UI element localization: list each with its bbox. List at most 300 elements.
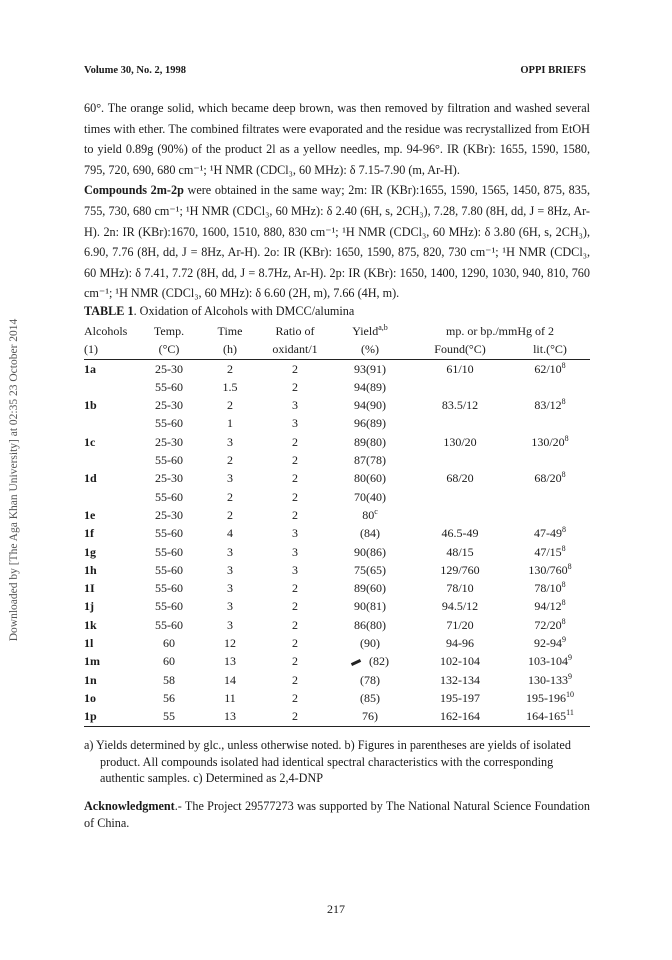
cell-yield	[330, 671, 410, 689]
header-yield-sup: a,b	[378, 323, 388, 332]
cell-alcohol-value: 1m	[84, 654, 100, 669]
cell-time-value: 1	[227, 416, 233, 431]
cell-found	[410, 378, 510, 396]
cell-yield	[330, 488, 410, 506]
cell-lit-value: 130/760	[528, 562, 568, 577]
cell-temp-value: 25-30	[155, 507, 183, 522]
cell-ratio-value: 3	[292, 416, 298, 431]
cell-yield	[330, 616, 410, 634]
cell-lit-value: 78/10	[534, 581, 562, 596]
cell-yield	[330, 543, 410, 561]
table-row	[84, 671, 590, 689]
cell-lit	[510, 414, 590, 432]
table-row	[84, 414, 590, 432]
cell-ratio	[260, 561, 330, 579]
cell-lit-value: 130/20	[531, 434, 565, 449]
cell-lit	[510, 689, 590, 707]
cell-ratio-value: 2	[292, 507, 298, 522]
table-row	[84, 524, 590, 542]
table-row	[84, 634, 590, 652]
cell-lit	[510, 524, 590, 542]
cell-lit-value: 83/12	[534, 398, 562, 413]
cell-lit	[510, 543, 590, 561]
header-ratio-sub: oxidant/1	[260, 340, 330, 359]
cell-temp-value: 55-60	[155, 526, 183, 541]
cell-time-value: 3	[227, 562, 233, 577]
reference-sup: 9	[568, 653, 572, 663]
cell-alcohol	[84, 359, 138, 378]
cell-temp	[138, 707, 200, 726]
cell-ratio-value: 2	[292, 599, 298, 614]
reference-sup: 8	[561, 598, 566, 608]
cell-found	[410, 561, 510, 579]
cell-yield-value: (78)	[360, 672, 380, 687]
cell-time	[200, 433, 260, 451]
cell-temp	[138, 488, 200, 506]
cell-temp-value: 25-30	[155, 361, 183, 376]
cell-alcohol-value: 1p	[84, 709, 97, 724]
header-yield-label: Yield	[352, 324, 379, 338]
cell-alcohol	[84, 469, 138, 487]
cell-lit	[510, 561, 590, 579]
cell-ratio	[260, 579, 330, 597]
cell-found	[410, 689, 510, 707]
cell-time-value: 13	[224, 654, 236, 669]
cell-lit	[510, 506, 590, 524]
cell-temp	[138, 433, 200, 451]
cell-yield	[330, 396, 410, 414]
cell-found	[410, 634, 510, 652]
cell-temp	[138, 671, 200, 689]
cell-time	[200, 506, 260, 524]
cell-yield-value: 80(60)	[354, 471, 386, 486]
cell-yield-value: 70(40)	[354, 489, 386, 504]
acknowledgment	[84, 798, 590, 831]
table-body	[84, 359, 590, 726]
cell-alcohol-value: 1o	[84, 690, 96, 705]
cell-found	[410, 597, 510, 615]
cell-time-value: 2	[227, 507, 233, 522]
cell-yield-value: 89(60)	[354, 581, 386, 596]
cell-found	[410, 506, 510, 524]
cell-yield	[330, 433, 410, 451]
header-temp-unit: (°C)	[138, 340, 200, 359]
cell-time-value: 2	[227, 361, 233, 376]
journal-volume: Volume 30, No. 2, 1998	[84, 65, 186, 76]
cell-found	[410, 451, 510, 469]
cell-ratio-value: 2	[292, 379, 298, 394]
cell-alcohol	[84, 634, 138, 652]
cell-time-value: 2	[227, 453, 233, 468]
cell-lit-value: 164-165	[526, 709, 567, 724]
paragraph-2-text: were obtained in the same way; 2m: IR (KBr):1655, 1590, 1565, 1450, 875, 835, 755, 730, 680 cm⁻¹; ¹H NMR (CDCl₃, 60 MHz): δ 2.40 (6H, s, 2CH₃), 7.28, 7.80 (8H, dd, J = 8Hz, Ar-H). 2n: IR (KBr):1670, 1600, 1510, 880, 830 cm⁻¹; ¹H NMR (CDCl₃, 60 MHz): δ 3.80 (6H, s, 2CH₃), 6.90, 7.76 (8H, dd, J = 8Hz, Ar-H). 2o: IR (KBr): 1650, 1590, 875, 820, 730 cm⁻¹; ¹H NMR (CDCl₃, 60 MHz): δ 7.41, 7.72 (8H, dd, J = 8.7Hz, Ar-H). 2p: IR (KBr): 1650, 1400, 1290, 1030, 940, 810, 760 cm⁻¹; ¹H NMR (CDCl₃, 60 MHz): δ 6.60 (2H, m), 7.66 (4H, m).	[84, 183, 590, 301]
cell-yield	[330, 689, 410, 707]
cell-alcohol	[84, 652, 138, 670]
cell-ratio-value: 2	[292, 489, 298, 504]
table-row	[84, 506, 590, 524]
cell-lit-value: 195-196	[526, 690, 566, 705]
cell-time-value: 3	[227, 617, 233, 632]
header-ratio: Ratio of	[275, 324, 315, 338]
cell-temp-value: 25-30	[155, 471, 183, 486]
cell-alcohol	[84, 433, 138, 451]
cell-temp	[138, 506, 200, 524]
table-row	[84, 451, 590, 469]
cell-found-value: 78/10	[446, 581, 474, 596]
cell-temp-value: 55-60	[155, 617, 183, 632]
cell-ratio-value: 2	[292, 690, 298, 705]
cell-lit-value: 94/12	[534, 599, 562, 614]
cell-alcohol	[84, 597, 138, 615]
cell-alcohol	[84, 414, 138, 432]
reference-sup: 10	[566, 689, 574, 699]
cell-found	[410, 707, 510, 726]
cell-found	[410, 469, 510, 487]
cell-ratio-value: 2	[292, 636, 298, 651]
cell-time	[200, 634, 260, 652]
cell-time	[200, 652, 260, 670]
pen-mark-icon	[351, 659, 361, 666]
cell-temp-value: 55-60	[155, 489, 183, 504]
cell-found-value: 71/20	[446, 617, 474, 632]
cell-alcohol-value: 1d	[84, 471, 97, 486]
cell-time-value: 13	[224, 709, 236, 724]
cell-ratio-value: 3	[292, 544, 298, 559]
cell-time	[200, 689, 260, 707]
cell-ratio-value: 2	[292, 453, 298, 468]
cell-ratio	[260, 359, 330, 378]
table-row	[84, 597, 590, 615]
table-header-row-1	[84, 322, 590, 340]
cell-alcohol-value: 1n	[84, 672, 97, 687]
cell-ratio	[260, 543, 330, 561]
cell-time-value: 1.5	[222, 379, 238, 394]
cell-alcohol	[84, 616, 138, 634]
reference-sup: 8	[561, 397, 566, 407]
cell-yield	[330, 707, 410, 726]
cell-alcohol-value: 1h	[84, 562, 97, 577]
cell-lit-value: 72/20	[534, 617, 562, 632]
cell-yield-value: 89(80)	[354, 434, 386, 449]
cell-found-value: 83.5/12	[441, 398, 479, 413]
cell-temp-value: 55-60	[155, 562, 183, 577]
cell-yield-value: 90(81)	[354, 599, 386, 614]
cell-temp-value: 60	[163, 654, 175, 669]
cell-temp-value: 55-60	[155, 599, 183, 614]
cell-yield-value: 90(86)	[354, 544, 386, 559]
table-caption-text: . Oxidation of Alcohols with DMCC/alumina	[133, 304, 355, 318]
cell-time	[200, 707, 260, 726]
cell-found	[410, 414, 510, 432]
cell-ratio-value: 2	[292, 654, 298, 669]
cell-found	[410, 543, 510, 561]
table-caption	[84, 304, 354, 319]
cell-yield-value: 75(65)	[354, 562, 386, 577]
download-watermark-text: Downloaded by [The Aga Khan University] at 02:35 23 October 2014	[8, 318, 20, 642]
table-row	[84, 707, 590, 726]
cell-found-value: 68/20	[446, 471, 474, 486]
cell-temp	[138, 652, 200, 670]
cell-time-value: 2	[227, 489, 233, 504]
cell-ratio	[260, 634, 330, 652]
cell-lit	[510, 359, 590, 378]
cell-temp	[138, 396, 200, 414]
cell-yield-value: 87(78)	[354, 453, 386, 468]
cell-lit	[510, 616, 590, 634]
cell-time	[200, 378, 260, 396]
table-row	[84, 616, 590, 634]
header-alcohols: Alcohols	[84, 324, 128, 338]
cell-temp	[138, 579, 200, 597]
cell-yield	[330, 597, 410, 615]
header-time-unit: (h)	[200, 340, 260, 359]
reference-sup: 8	[561, 580, 566, 590]
paragraph-2-lead: Compounds 2m-2p	[84, 183, 184, 198]
cell-yield-value: 76)	[362, 709, 378, 724]
cell-temp-value: 60	[163, 636, 175, 651]
cell-found	[410, 671, 510, 689]
cell-ratio-value: 2	[292, 361, 298, 376]
cell-temp-value: 55-60	[155, 581, 183, 596]
cell-time	[200, 414, 260, 432]
table-row	[84, 579, 590, 597]
reference-sup: 8	[561, 616, 566, 626]
cell-temp-value: 55-60	[155, 453, 183, 468]
cell-lit	[510, 652, 590, 670]
cell-found	[410, 652, 510, 670]
header-alcohols-sub: (1)	[84, 340, 138, 359]
cell-found-value: 94.5/12	[441, 599, 479, 614]
cell-lit-value: 103-104	[528, 654, 568, 669]
cell-ratio	[260, 597, 330, 615]
page-number: 217	[327, 902, 345, 916]
cell-lit	[510, 579, 590, 597]
cell-lit	[510, 671, 590, 689]
header-mp: mp. or bp./mmHg of 2	[446, 324, 554, 338]
cell-yield	[330, 634, 410, 652]
cell-found	[410, 433, 510, 451]
table-row	[84, 359, 590, 378]
reference-sup: 8	[561, 543, 566, 553]
cell-time	[200, 359, 260, 378]
footnote-text: a) Yields determined by glc., unless otherwise noted. b) Figures in parentheses are yields of isolated product. All compounds isolated had identical spectral characteristics with the corresponding authentic samples. c) Determined as 2,4-DNP	[84, 738, 571, 785]
table-footnote	[84, 737, 590, 787]
cell-temp	[138, 634, 200, 652]
cell-lit-value: 92-94	[534, 636, 562, 651]
cell-time	[200, 451, 260, 469]
cell-alcohol-value: 1k	[84, 617, 97, 632]
cell-ratio-value: 2	[292, 434, 298, 449]
header-lit: lit.(°C)	[510, 340, 590, 359]
cell-lit	[510, 707, 590, 726]
cell-temp	[138, 469, 200, 487]
cell-alcohol-value: 1b	[84, 398, 97, 413]
cell-ratio	[260, 616, 330, 634]
table-row	[84, 561, 590, 579]
cell-lit	[510, 396, 590, 414]
table-row	[84, 396, 590, 414]
cell-yield	[330, 414, 410, 432]
cell-temp-value: 25-30	[155, 434, 183, 449]
cell-lit	[510, 469, 590, 487]
cell-temp-value: 56	[163, 690, 175, 705]
cell-temp-value: 55-60	[155, 416, 183, 431]
cell-lit	[510, 433, 590, 451]
table-row	[84, 543, 590, 561]
cell-alcohol-value: 1f	[84, 526, 94, 541]
cell-ratio-value: 2	[292, 709, 298, 724]
cell-lit-value: 47-49	[534, 526, 562, 541]
table-caption-label: TABLE 1	[84, 304, 134, 318]
cell-yield	[330, 579, 410, 597]
cell-alcohol-value: 1j	[84, 599, 94, 614]
cell-yield-value: (85)	[360, 690, 380, 705]
cell-time	[200, 671, 260, 689]
cell-yield	[330, 378, 410, 396]
cell-time-value: 14	[224, 672, 236, 687]
header-yield	[330, 322, 410, 340]
cell-found	[410, 488, 510, 506]
cell-time-value: 3	[227, 434, 233, 449]
cell-found-value: 132-134	[440, 672, 480, 687]
cell-found-value: 130/20	[443, 434, 477, 449]
cell-ratio-value: 2	[292, 617, 298, 632]
header-temp: Temp.	[153, 324, 185, 338]
table-row	[84, 469, 590, 487]
reference-sup: 9	[562, 635, 566, 645]
cell-alcohol	[84, 579, 138, 597]
cell-ratio	[260, 488, 330, 506]
cell-temp	[138, 689, 200, 707]
cell-yield-value: (84)	[360, 526, 380, 541]
cell-lit	[510, 378, 590, 396]
oxidation-table	[84, 322, 590, 727]
reference-sup: 9	[568, 671, 572, 681]
acknowledgment-lead: Acknowledgment	[84, 799, 175, 813]
cell-time-value: 3	[227, 581, 233, 596]
cell-time-value: 3	[227, 544, 233, 559]
cell-ratio	[260, 652, 330, 670]
cell-ratio	[260, 689, 330, 707]
cell-found	[410, 579, 510, 597]
reference-sup: 8	[564, 433, 569, 443]
cell-ratio	[260, 451, 330, 469]
cell-ratio	[260, 707, 330, 726]
cell-alcohol	[84, 543, 138, 561]
cell-time-value: 2	[227, 398, 233, 413]
cell-temp	[138, 543, 200, 561]
cell-lit	[510, 488, 590, 506]
cell-time-value: 3	[227, 599, 233, 614]
cell-lit	[510, 597, 590, 615]
paragraph-1: 60°. The orange solid, which became deep brown, was then removed by filtration and washed several times with ether. The combined filtrates were evaporated and the residue was recrystallized from EtOH to yield 0.89g (90%) of the product 2l as a yellow needles, mp. 94-96°. IR (KBr): 1655, 1590, 1580, 795, 720, 690, 680 cm⁻¹; ¹H NMR (CDCl₃, 60 MHz): δ 7.15-7.90 (m, Ar-H).	[84, 101, 590, 177]
cell-yield	[330, 524, 410, 542]
cell-temp-value: 55-60	[155, 379, 183, 394]
cell-ratio	[260, 506, 330, 524]
cell-yield	[330, 451, 410, 469]
cell-yield-value: 80	[362, 507, 375, 522]
cell-found-value: 48/15	[446, 544, 474, 559]
cell-time-value: 4	[227, 526, 233, 541]
cell-temp	[138, 524, 200, 542]
cell-ratio	[260, 396, 330, 414]
yield-note-sup: c	[374, 506, 378, 516]
cell-found-value: 94-96	[446, 636, 474, 651]
cell-alcohol	[84, 707, 138, 726]
cell-temp	[138, 414, 200, 432]
cell-time-value: 11	[224, 690, 236, 705]
reference-sup: 8	[562, 525, 566, 535]
cell-lit-value: 130-133	[528, 672, 568, 687]
cell-time	[200, 561, 260, 579]
cell-time	[200, 579, 260, 597]
cell-alcohol-value: 1a	[84, 361, 96, 376]
paragraph-2	[84, 180, 590, 304]
cell-time-value: 12	[224, 636, 236, 651]
cell-temp	[138, 359, 200, 378]
cell-temp-value: 58	[163, 672, 175, 687]
body-text	[84, 98, 590, 304]
reference-sup: 11	[566, 708, 574, 718]
cell-time	[200, 616, 260, 634]
cell-ratio	[260, 469, 330, 487]
cell-time	[200, 524, 260, 542]
cell-lit-value: 68/20	[534, 471, 562, 486]
table-row	[84, 652, 590, 670]
cell-found-value: 61/10	[446, 361, 474, 376]
cell-temp	[138, 378, 200, 396]
cell-ratio-value: 2	[292, 471, 298, 486]
cell-alcohol	[84, 378, 138, 396]
cell-alcohol	[84, 488, 138, 506]
cell-yield-value: (82)	[369, 654, 389, 669]
cell-ratio	[260, 671, 330, 689]
cell-alcohol-value: 1g	[84, 544, 96, 559]
reference-sup: 8	[561, 470, 566, 480]
cell-ratio	[260, 524, 330, 542]
cell-yield-value: 94(90)	[354, 398, 386, 413]
cell-yield-value: 94(89)	[354, 379, 386, 394]
cell-alcohol	[84, 396, 138, 414]
cell-alcohol-value: 1e	[84, 507, 96, 522]
cell-yield-value: 96(89)	[354, 416, 386, 431]
header-yield-unit: (%)	[330, 340, 410, 359]
cell-found-value: 162-164	[440, 709, 480, 724]
cell-lit-value: 47/15	[534, 544, 562, 559]
cell-ratio-value: 2	[292, 581, 298, 596]
cell-alcohol	[84, 451, 138, 469]
cell-alcohol-value: 1l	[84, 636, 94, 651]
table-row	[84, 378, 590, 396]
cell-yield-value: (90)	[360, 636, 380, 651]
cell-ratio-value: 2	[292, 672, 298, 687]
cell-temp-value: 55	[163, 709, 175, 724]
cell-temp-value: 55-60	[155, 544, 183, 559]
cell-yield	[330, 359, 410, 378]
cell-yield	[330, 506, 410, 524]
header-found: Found(°C)	[410, 340, 510, 359]
table-header-row-2	[84, 340, 590, 359]
cell-alcohol	[84, 561, 138, 579]
cell-found	[410, 396, 510, 414]
table-row	[84, 689, 590, 707]
cell-found	[410, 359, 510, 378]
cell-time	[200, 469, 260, 487]
cell-alcohol	[84, 671, 138, 689]
cell-time-value: 3	[227, 471, 233, 486]
download-watermark	[0, 0, 28, 960]
cell-alcohol	[84, 689, 138, 707]
